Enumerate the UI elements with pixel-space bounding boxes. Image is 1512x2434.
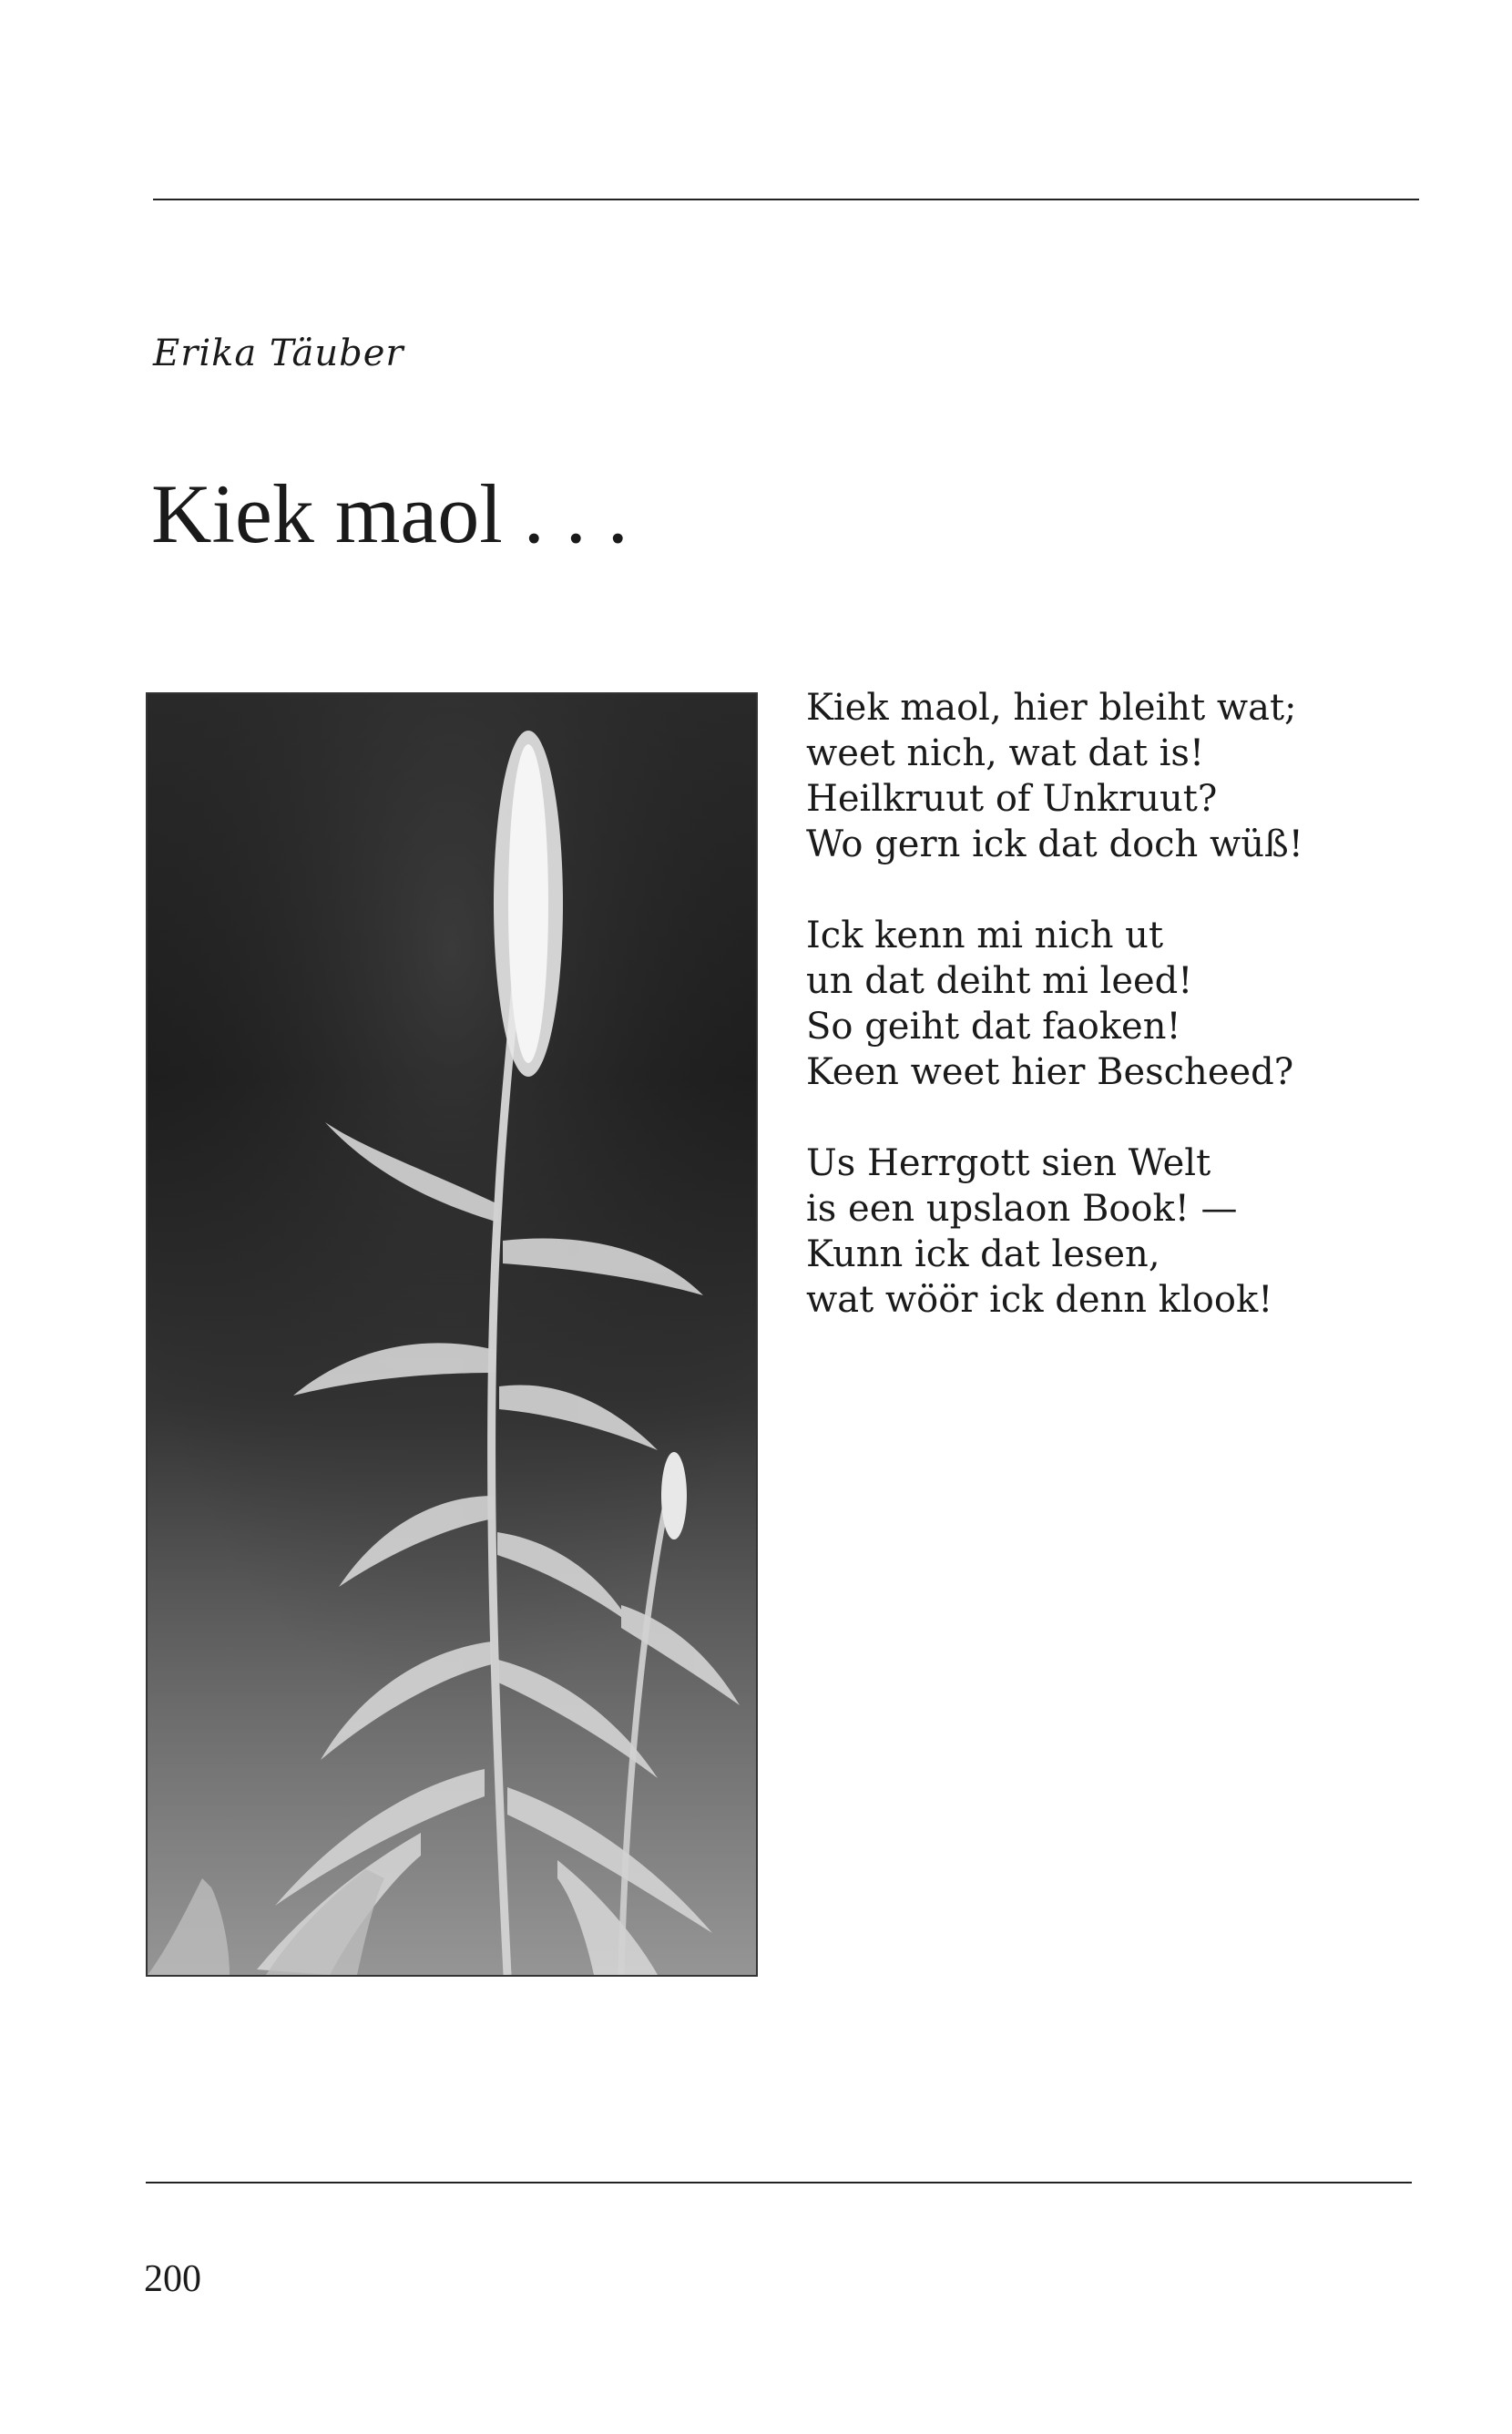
poem-line: Ick kenn mi nich ut bbox=[806, 915, 1164, 956]
poem-line: Kiek maol, hier bleiht wat; bbox=[806, 687, 1297, 729]
poem-line: Wo gern ick dat doch wüß! bbox=[806, 823, 1303, 865]
poem-title: Kiek maol . . . bbox=[151, 467, 628, 560]
poem-stanza bbox=[806, 685, 1425, 867]
poem-line: Us Herrgott sien Welt bbox=[806, 1142, 1211, 1184]
poem-stanza bbox=[806, 913, 1425, 1095]
poem-line: Keen weet hier Bescheed? bbox=[806, 1051, 1294, 1093]
poem-line: So geiht dat faoken! bbox=[806, 1006, 1181, 1048]
poem-line: weet nich, wat dat is! bbox=[806, 732, 1205, 774]
top-rule bbox=[153, 199, 1419, 200]
plant-photo bbox=[146, 692, 758, 1977]
poem-line: Heilkruut of Unkruut? bbox=[806, 778, 1218, 820]
author-name: Erika Täuber bbox=[153, 332, 404, 374]
poem-stanza bbox=[806, 1140, 1425, 1323]
bottom-rule bbox=[146, 2182, 1412, 2183]
poem-line: Kunn ick dat lesen, bbox=[806, 1233, 1160, 1275]
poem-text bbox=[806, 685, 1425, 1368]
plant-photo-icon bbox=[148, 694, 756, 1975]
poem-line: wat wöör ick denn klook! bbox=[806, 1279, 1273, 1321]
poem-line: is een upslaon Book! — bbox=[806, 1188, 1238, 1230]
poem-line: un dat deiht mi leed! bbox=[806, 960, 1193, 1002]
page-number: 200 bbox=[144, 2258, 201, 2300]
